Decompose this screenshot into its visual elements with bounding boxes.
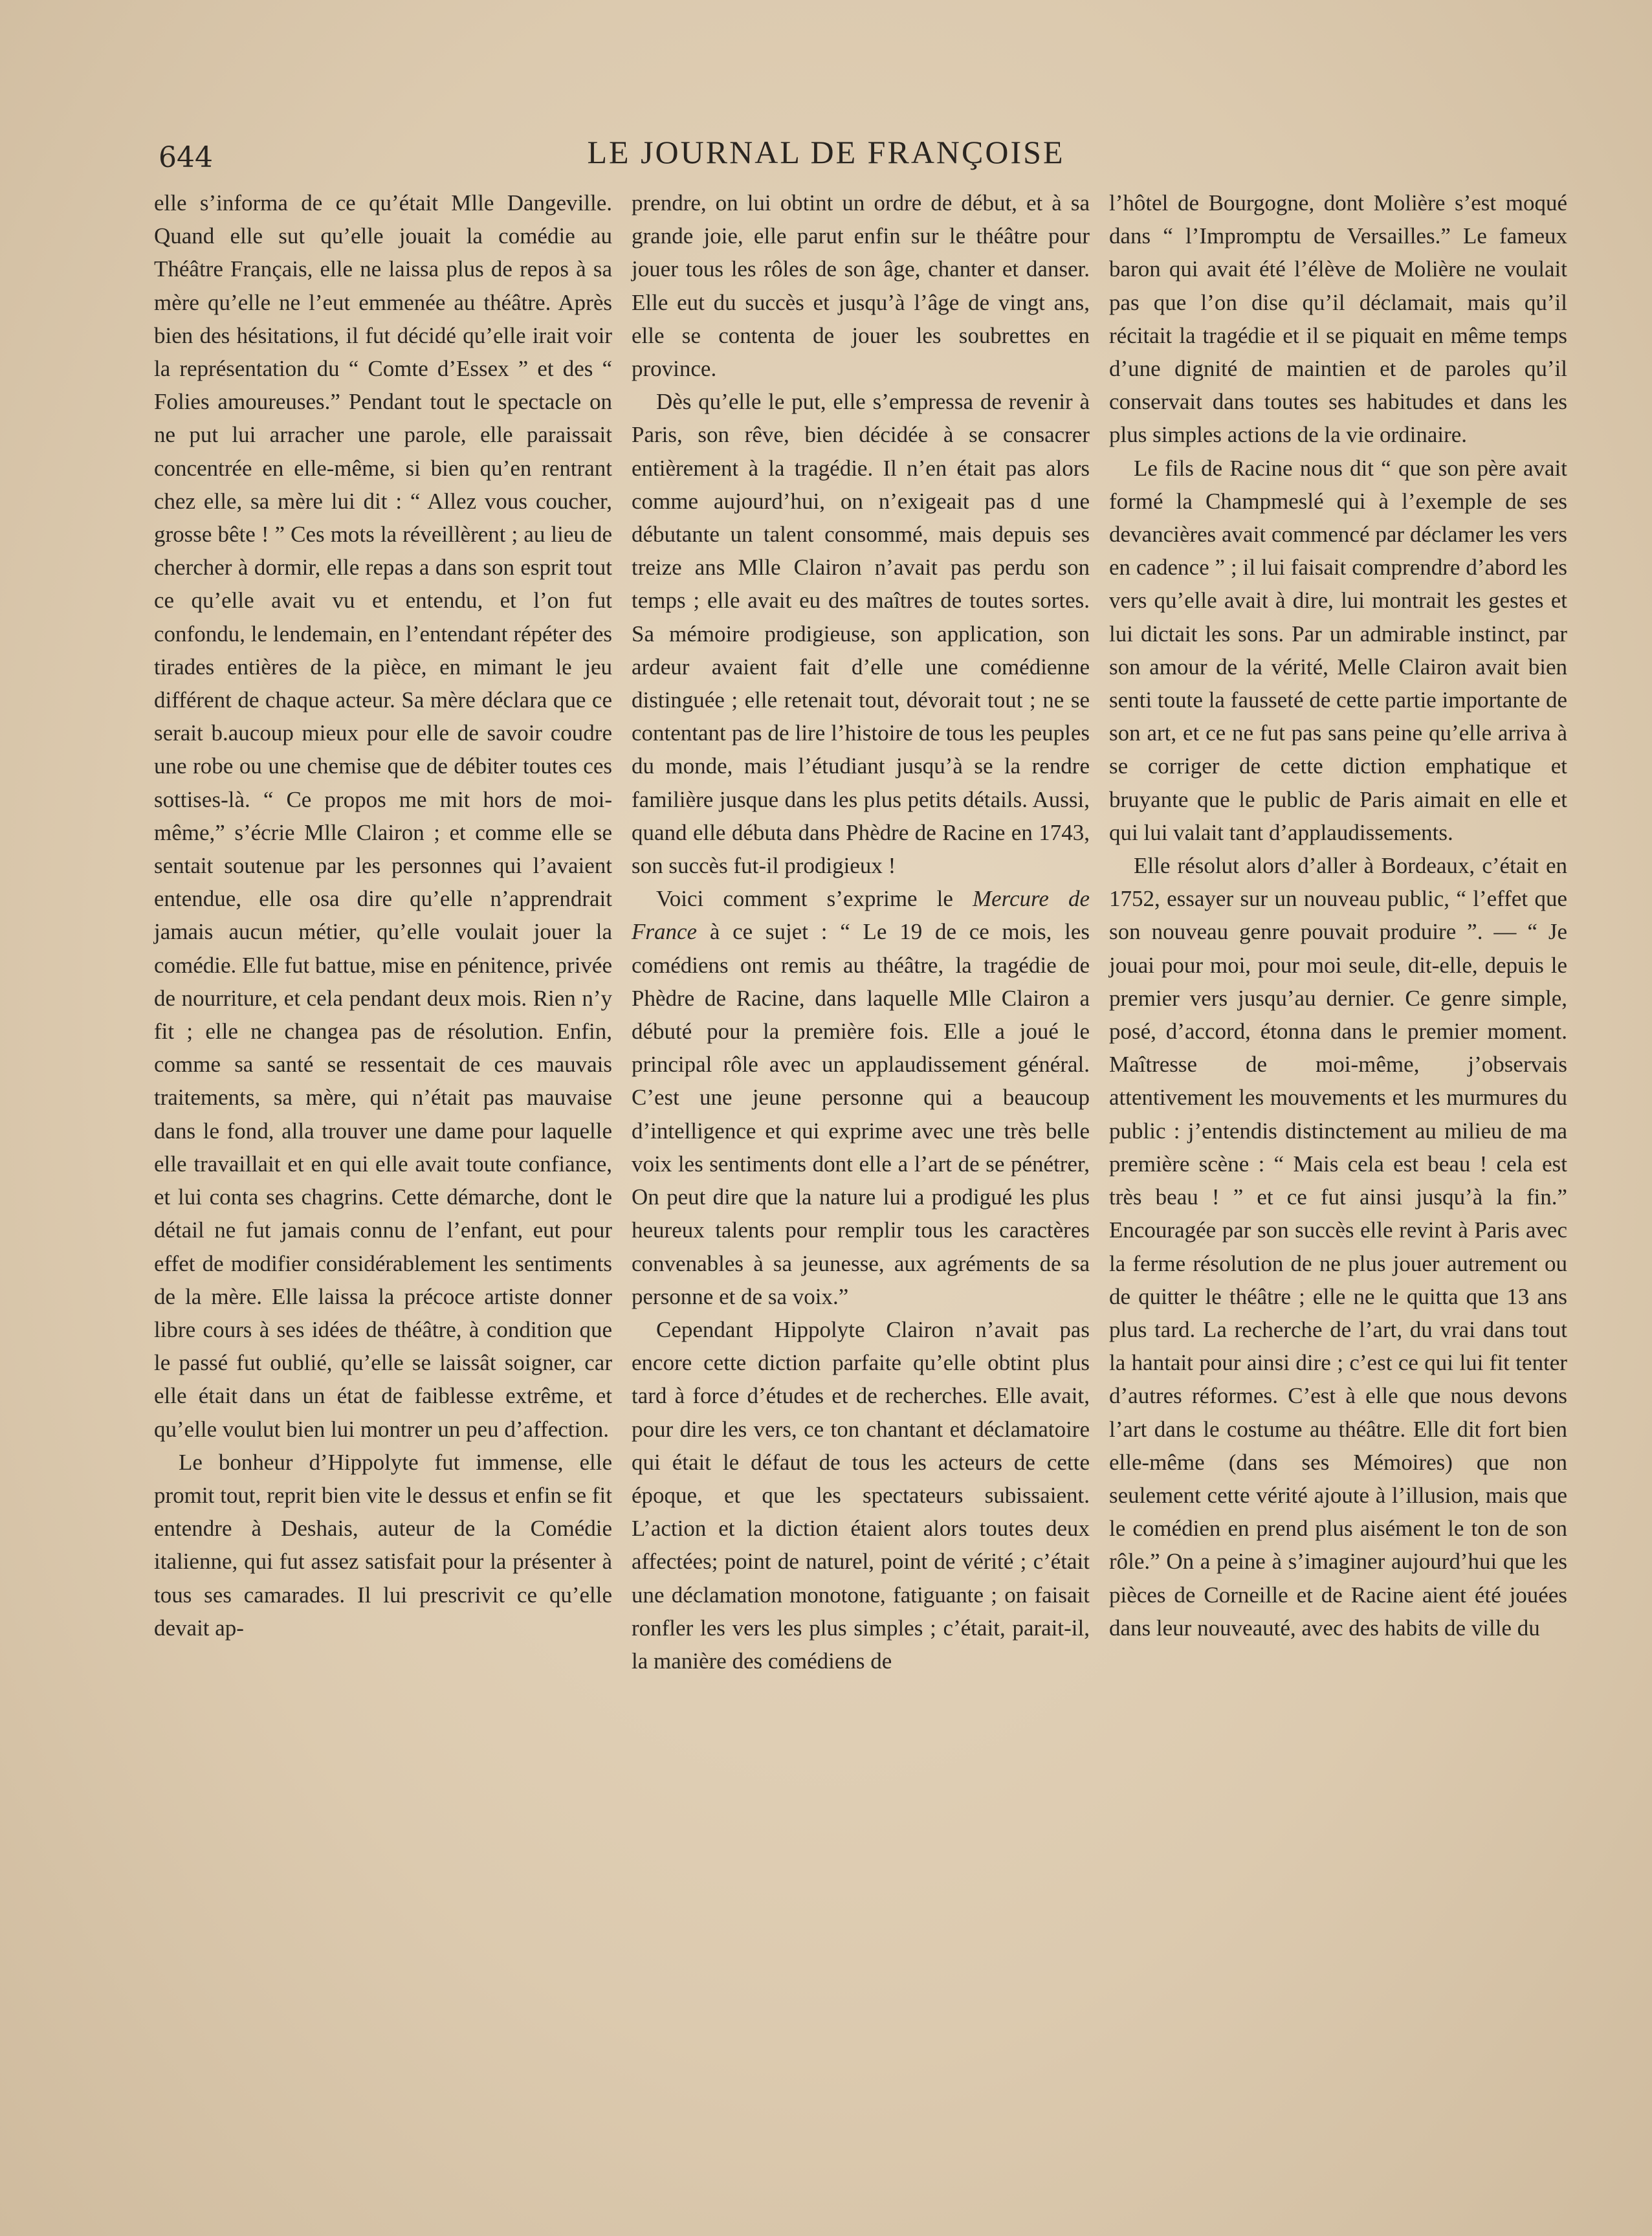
paragraph: Le bonheur d’Hippolyte fut immense, elle promit tout, reprit bien vite le dessus et enfin se fit entendre à Deshais, auteur de la Comédie italienne, qui fut assez satisfait pour la présenter à tous ses camarades. Il lui prescrivit ce qu’elle devait ap- [154, 1449, 612, 1641]
paragraph: Dès qu’elle le put, elle s’empressa de revenir à Paris, son rêve, bien décidée à se consacrer entièrement à la tragédie. Il n’en était pas alors comme aujourd’hui, on n’exigeait pas d une débutante un talent consommé, mais depuis ses treize ans Mlle Clairon n’avait pas perdu son temps ; elle avait eu des maîtres de toutes sortes. Sa mémoire prodigieuse, son application, son ardeur avaient fait d’elle une comédienne distinguée ; elle retenait tout, dévorait tout ; ne se contentant pas de lire l’histoire de tous les peuples du monde, mais l’étudiant jusqu’à se la rendre familière jusque dans les plus petits détails. Aussi, quand elle débuta dans Phèdre de Racine en 1743, son succès fut-il prodigieux ! [632, 389, 1090, 879]
paragraph: prendre, on lui obtint un ordre de début, et à sa grande joie, elle parut enfin sur le théâtre pour jouer tous les rôles de son âge, chanter et danser. Elle eut du succès et jusqu’à l’âge de vingt ans, elle se contenta de jouer les soubrettes en province. [632, 190, 1090, 382]
paragraph-text: Voici comment s’exprime le [656, 886, 973, 912]
page-number: 644 [159, 141, 213, 174]
paragraph: elle s’informa de ce qu’était Mlle Dangeville. Quand elle sut qu’elle jouait la comédie au Théâtre Français, elle ne laissa plus de repos à sa mère qu’elle ne l’eut emmenée au théâtre. Après bien des hésitations, il fut décidé qu’elle irait voir la représentation du “ Comte d’Essex ” et des “ Folies amoureuses.” Pendant tout le spectacle on ne put lui arracher une parole, elle paraissait concentrée en elle-même, si bien qu’en rentrant chez elle, sa mère lui dit : “ Allez vous coucher, grosse bête ! ” Ces mots la réveillèrent ; au lieu de chercher à dormir, elle repas a dans son esprit tout ce qu’elle avait vu et entendu, et l’on fut confondu, le lendemain, en l’entendant répéter des tirades entières de la pièce, en mimant le jeu différent de chaque acteur. Sa mère déclara que ce serait b.aucoup mieux pour elle de savoir coudre une robe ou une chemise que de débiter toutes ces sottises-là. “ Ce propos me mit hors de moi-même,” s’écrie Mlle Clairon ; et comme elle se sentait soutenue par les personnes qui l’avaient entendue, elle osa dire qu’elle n’apprendrait jamais aucun métier, qu’elle voulait jouer la comédie. Elle fut battue, mise en pénitence, privée de nourriture, et cela pendant deux mois. Rien n’y fit ; elle ne changea pas de résolution. Enfin, comme sa santé se ressentait de ces mauvais traitements, sa mère, qui n’était pas mauvaise dans le fond, alla trouver une dame pour laquelle elle travaillait et en qui elle avait toute confiance, et lui conta ses chagrins. Cette démarche, dont le détail ne fut jamais connu de l’enfant, eut pour effet de modifier considérablement les sentiments de la mère. Elle laissa la précoce artiste donner libre cours à ses idées de théâtre, à condition que le passé fut oublié, qu’elle se laissât soigner, car elle était dans un état de faiblesse extrême, et qu’elle voulut bien lui montrer un peu d’affection. [154, 190, 612, 1442]
paragraph: Elle résolut alors d’aller à Bordeaux, c’était en 1752, essayer sur un nouveau public, “ l’effet que son nouveau genre pouvait produire ”. — “ Je jouai pour moi, pour moi seule, dit-elle, depuis le premier vers jusqu’au dernier. Ce genre simple, posé, d’accord, étonna dans le premier moment. Maîtresse de moi-même, j’observais attentivement les mouvements et les murmures du public : j’entendis distinctement au milieu de ma première scène : “ Mais cela est beau ! cela est très beau ! ” et ce fut ainsi jusqu’à la fin.” Encouragée par son succès elle revint à Paris avec la ferme résolution de ne plus jouer autrement ou de quitter le théâtre ; elle ne le quitta que 13 ans plus tard. La recherche de l’art, du vrai dans tout la hantait pour ainsi dire ; c’est ce qui lui fit tenter d’autres réformes. C’est à elle que nous devons l’art dans le costume au théâtre. Elle dit fort bien elle-même (dans ses Mémoires) que non seulement cette vérité ajoute à l’illusion, mais que le comédien en prend plus aisément le ton de son rôle.” On a peine à s’imaginer aujourd’hui que les pièces de Corneille et de Racine aient été jouées dans leur nouveauté, avec des habits de ville du [1109, 853, 1567, 1641]
column-2 [632, 186, 1090, 1677]
journal-title: Mercure de France [632, 886, 1090, 945]
paragraph [632, 882, 1090, 1313]
column-1 [154, 186, 612, 1677]
column-3 [1109, 186, 1567, 1677]
paragraph: Cependant Hippolyte Clairon n’avait pas encore cette diction parfaite qu’elle obtint plus tard à force d’études et de recherches. Elle avait, pour dire les vers, ce ton chantant et déclamatoire qui était le défaut de tous les acteurs de cette époque, et que les spectateurs subissaient. L’action et la diction étaient alors toutes deux affectées; point de naturel, point de vérité ; c’était une déclamation monotone, fatiguante ; on faisait ronfler les vers les plus simples ; c’était, parait-il, la manière des comédiens de [632, 1316, 1090, 1674]
text-columns [154, 186, 1578, 1677]
paragraph: Le fils de Racine nous dit “ que son père avait formé la Champmeslé qui à l’exemple de ses devancières avait commencé par déclamer les vers en cadence ” ; il lui faisait comprendre d’abord les vers qu’elle avait à dire, lui montrait les gestes et lui dictait les sons. Par un admirable instinct, par son amour de la vérité, Melle Clairon avait bien senti toute la fausseté de cette partie importante de son art, et ce ne fut pas sans peine qu’elle arriva à se corriger de cette diction emphatique et bruyante que le public de Paris aimait en elle et qui lui valait tant d’applaudissements. [1109, 455, 1567, 845]
paragraph-text: à ce sujet : “ Le 19 de ce mois, les comédiens ont remis au théâtre, la tragédie de Phèdre de Racine, dans laquelle Mlle Clairon a débuté pour la première fois. Elle a joué le principal rôle avec un applaudissement général. C’est une jeune personne qui a beaucoup d’intelligence et qui exprime avec une très belle voix les sentiments dont elle a l’art de se pénétrer, On peut dire que la nature lui a prodigué les plus heureux talents pour remplir tous les caractères convenables à sa jeunesse, aux agréments de sa personne et de sa voix.” [632, 919, 1090, 1309]
running-title: LE JOURNAL DE FRANÇOISE [587, 134, 1065, 170]
paragraph: l’hôtel de Bourgogne, dont Molière s’est moqué dans “ l’Impromptu de Versailles.” Le fameux baron qui avait été l’élève de Molière ne voulait pas que l’on dise qu’il déclamait, mais qu’il récitait la tragédie et il se piquait en même temps d’une dignité de maintien et de paroles qu’il conservait dans toutes ses habitudes et dans les plus simples actions de la vie ordinaire. [1109, 190, 1567, 448]
